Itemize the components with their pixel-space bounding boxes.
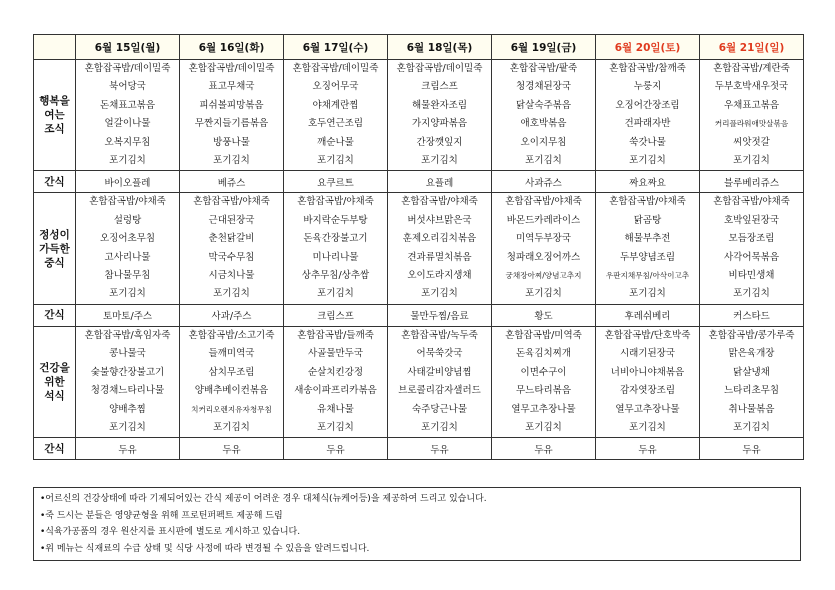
meal-cell	[180, 326, 284, 437]
snack-item: 후레쉬베리	[596, 304, 700, 326]
menu-item: 피쉬볼피망볶음	[199, 99, 264, 111]
menu-item: 고사리나물	[104, 251, 151, 263]
snack-item: 토마토/주스	[76, 304, 180, 326]
menu-item: 모듬장조림	[728, 233, 775, 245]
menu-item: 혼합잡곡밥/데이밀죽	[188, 63, 275, 74]
menu-item: 포기김치	[213, 155, 250, 167]
menu-item: 느타리초무침	[723, 385, 780, 397]
menu-item: 막국수무침	[208, 251, 255, 263]
menu-item: 혼합잡곡밥/참깨죽	[609, 63, 686, 74]
menu-item: 닭살냉채	[733, 366, 770, 378]
snack-row	[34, 438, 804, 460]
menu-item: 미역두부장국	[515, 233, 572, 245]
menu-item: 감자엿장조림	[619, 385, 676, 397]
notes-box	[33, 487, 801, 561]
menu-item: 누룽지	[633, 81, 662, 93]
meal-cell	[700, 193, 804, 304]
snack-row	[34, 304, 804, 326]
snack-item: 베쥬스	[180, 171, 284, 193]
meal-cell	[388, 60, 492, 171]
menu-item: 돈채표고볶음	[99, 99, 156, 111]
menu-item: 포기김치	[421, 288, 458, 300]
menu-item: 혼합잡곡밥/야채죽	[713, 196, 790, 208]
meal-cell	[492, 193, 596, 304]
snack-item: 두유	[180, 438, 284, 460]
meal-label-line: 조식	[44, 123, 65, 136]
breakfast-row	[34, 60, 804, 171]
menu-item: 애호박볶음	[520, 118, 567, 130]
meal-cell	[388, 326, 492, 437]
menu-item: 돈육김치찌개	[515, 348, 572, 360]
menu-item: 닭곰탕	[633, 214, 662, 226]
menu-item: 바지락순두부탕	[303, 214, 368, 226]
menu-item: 이면수구이	[520, 366, 567, 378]
menu-item: 포기김치	[733, 155, 770, 167]
menu-item: 설렁탕	[113, 214, 142, 226]
snack-item: 크림스프	[284, 304, 388, 326]
day-header: 6월 21일(일)	[700, 35, 804, 60]
menu-item: 호두연근조림	[307, 118, 364, 130]
menu-item: 포기김치	[629, 421, 666, 433]
menu-item: 오복지무침	[104, 136, 151, 148]
menu-item: 훈제오리김치볶음	[402, 233, 477, 245]
meal-cell	[76, 193, 180, 304]
menu-item: 혼합잡곡밥/미역죽	[505, 329, 582, 341]
menu-item: 혼합잡곡밥/콩가루죽	[708, 329, 795, 341]
menu-item: 포기김치	[213, 421, 250, 433]
snack-item: 두유	[284, 438, 388, 460]
menu-item: 포기김치	[525, 155, 562, 167]
menu-item: 궁채장아찌/양념고추지	[505, 271, 582, 281]
menu-item: 혼합잡곡밥/야채죽	[297, 196, 374, 208]
menu-item: 혼합잡곡밥/야채죽	[401, 196, 478, 208]
menu-item: 혼합잡곡밥/데이밀죽	[396, 63, 483, 74]
menu-item: 오이지무침	[520, 136, 567, 148]
menu-item: 바몬드카레라이스	[506, 214, 581, 226]
menu-item: 맑은육개장	[728, 348, 775, 360]
menu-item: 사태갈비양념찜	[407, 366, 472, 378]
corner-cell	[34, 35, 76, 60]
day-header: 6월 18일(목)	[388, 35, 492, 60]
menu-item: 혼합잡곡밥/야채죽	[505, 196, 582, 208]
menu-item: 북어당국	[109, 81, 146, 93]
menu-item: 미나리나물	[312, 251, 359, 263]
snack-item: 커스타드	[700, 304, 804, 326]
menu-item: 열무고추장나물	[615, 403, 680, 415]
header-row	[34, 35, 804, 60]
menu-item: 포기김치	[317, 288, 354, 300]
snack-item: 황도	[492, 304, 596, 326]
menu-item: 견과류멸치볶음	[407, 251, 472, 263]
lunch-row	[34, 193, 804, 304]
menu-item: 시금치나물	[208, 270, 255, 282]
snack-item: 물만두찜/음료	[388, 304, 492, 326]
menu-item: 씨앗젓갈	[733, 136, 770, 148]
meal-cell	[700, 60, 804, 171]
meal-cell	[596, 60, 700, 171]
menu-item: 열무고추장나물	[511, 403, 576, 415]
menu-item: 어묵쑥갓국	[416, 348, 463, 360]
menu-item: 삼치무조림	[208, 366, 255, 378]
menu-item: 혼합잡곡밥/단호박죽	[604, 329, 691, 341]
meal-cell	[76, 60, 180, 171]
meal-cell	[180, 193, 284, 304]
menu-item: 포기김치	[109, 155, 146, 167]
menu-item: 해물완자조림	[411, 99, 468, 111]
menu-item: 근대된장국	[208, 214, 255, 226]
note-line: •어르신의 건강상태에 따라 기제되어있는 간식 제공이 어려운 경우 대체식(뉴케어등)을 제공하여 드리고 있습니다.	[40, 494, 487, 504]
menu-item: 혼합잡곡밥/야채죽	[89, 196, 166, 208]
menu-item: 양배추찜	[109, 403, 146, 415]
menu-item: 들깨미역국	[208, 348, 255, 360]
menu-item: 방풍나물	[213, 136, 250, 148]
day-header: 6월 17일(수)	[284, 35, 388, 60]
menu-item: 취나물볶음	[728, 403, 775, 415]
menu-item: 포기김치	[109, 421, 146, 433]
menu-item: 크림스프	[421, 81, 458, 93]
snack-item: 사과/주스	[180, 304, 284, 326]
meal-cell	[180, 60, 284, 171]
menu-item: 버섯샤브맑은국	[407, 214, 472, 226]
meal-cell	[492, 60, 596, 171]
menu-item: 무느타리볶음	[515, 385, 572, 397]
snack-item: 두유	[596, 438, 700, 460]
menu-item: 간장깻잎지	[416, 136, 463, 148]
meal-label-line: 가득한	[39, 242, 70, 255]
menu-item: 숙주당근나물	[411, 403, 468, 415]
menu-item: 두부양념조림	[619, 251, 676, 263]
menu-item: 포기김치	[525, 421, 562, 433]
menu-item: 쑥갓나물	[629, 136, 666, 148]
menu-item: 새송이파프리카볶음	[294, 385, 377, 397]
menu-item: 포기김치	[733, 288, 770, 300]
menu-item: 혼합잡곡밥/소고기죽	[188, 329, 275, 341]
menu-item: 포기김치	[317, 155, 354, 167]
menu-item: 혼합잡곡밥/야채죽	[609, 196, 686, 208]
menu-item: 사각어묵볶음	[723, 251, 780, 263]
menu-item: 춘천닭갈비	[208, 233, 255, 245]
note-line: •죽 드시는 분들은 영양균형을 위해 프로틴퍼펙트 제공해 드림	[40, 510, 283, 521]
menu-item: 혼합잡곡밥/야채죽	[193, 196, 270, 208]
menu-item: 호박잎된장국	[723, 214, 780, 226]
menu-item: 포기김치	[421, 155, 458, 167]
menu-item: 숯불향간장불고기	[90, 366, 165, 378]
menu-item: 포기김치	[733, 421, 770, 433]
snack-item: 두유	[388, 438, 492, 460]
menu-item: 혼합잡곡밥/데이밀죽	[84, 63, 171, 74]
day-header: 6월 15일(월)	[76, 35, 180, 60]
menu-item: 참나물무침	[104, 270, 151, 282]
menu-item: 혼합잡곡밥/팥죽	[509, 63, 578, 74]
snack-row	[34, 171, 804, 193]
meal-label-line: 건강을	[39, 362, 70, 375]
menu-item: 포기김치	[317, 421, 354, 433]
snack-item: 두유	[492, 438, 596, 460]
meal-label-line: 여는	[44, 109, 65, 122]
meal-cell	[388, 193, 492, 304]
menu-item: 포기김치	[629, 288, 666, 300]
menu-item: 깨순나물	[317, 136, 354, 148]
menu-item: 돈육간장불고기	[303, 233, 368, 245]
menu-item: 닭살숙주볶음	[515, 99, 572, 111]
snack-label: 간식	[34, 304, 76, 326]
snack-item: 바이오플레	[76, 171, 180, 193]
meal-label	[34, 60, 76, 171]
menu-item: 포기김치	[629, 155, 666, 167]
menu-item: 오이도라지생채	[407, 270, 472, 282]
menu-item: 포기김치	[109, 288, 146, 300]
menu-item: 야채계란찜	[312, 99, 359, 111]
snack-item: 요플레	[388, 171, 492, 193]
menu-item: 시래기된장국	[619, 348, 676, 360]
snack-label: 간식	[34, 171, 76, 193]
meal-label	[34, 326, 76, 437]
weekly-menu-table	[33, 34, 804, 460]
menu-item: 두부호박새우젓국	[714, 81, 789, 93]
menu-item: 해물부추전	[624, 233, 671, 245]
dinner-row	[34, 326, 804, 437]
meal-label-line: 정성이	[39, 228, 70, 241]
snack-item: 사과쥬스	[492, 171, 596, 193]
meal-cell	[284, 60, 388, 171]
snack-item: 요쿠르트	[284, 171, 388, 193]
menu-item: 콩나물국	[109, 348, 146, 360]
meal-label-line: 위한	[44, 376, 65, 389]
menu-item: 건파래자반	[624, 118, 671, 130]
menu-item: 양배추베이컨볶음	[194, 385, 269, 397]
menu-item: 사골물만두국	[307, 348, 364, 360]
note-line: •식육가공품의 경우 원산지를 표시판에 별도로 게시하고 있습니다.	[40, 527, 301, 537]
menu-item: 너비아니야채볶음	[610, 366, 685, 378]
meal-label-line: 행복을	[39, 95, 70, 108]
menu-item: 비타민생채	[728, 270, 775, 282]
meal-label-line: 석식	[44, 390, 65, 403]
meal-cell	[596, 326, 700, 437]
meal-cell	[284, 193, 388, 304]
day-header: 6월 20일(토)	[596, 35, 700, 60]
meal-label	[34, 193, 76, 304]
menu-item: 얼갈이나물	[104, 118, 151, 130]
menu-item: 오징어간장조림	[615, 99, 680, 111]
menu-item: 상추무침/상추쌈	[301, 270, 370, 282]
menu-item: 우판지채무침/아삭이고추	[605, 271, 690, 281]
menu-item: 청경채느타리나물	[90, 385, 165, 397]
menu-item: 커리플라워애맛살볶음	[714, 119, 789, 129]
meal-cell	[76, 326, 180, 437]
menu-item: 혼합잡곡밥/들깨죽	[297, 329, 374, 341]
menu-item: 혼합잡곡밥/녹두죽	[401, 329, 478, 341]
meal-cell	[700, 326, 804, 437]
snack-item: 두유	[76, 438, 180, 460]
snack-item: 짜요짜요	[596, 171, 700, 193]
menu-item: 혼합잡곡밥/데이밀죽	[292, 63, 379, 74]
snack-item: 두유	[700, 438, 804, 460]
note-line: •위 메뉴는 식재료의 수급 상태 및 식당 사정에 따라 변경될 수 있음을 알려드립니다.	[40, 543, 370, 554]
meal-cell	[596, 193, 700, 304]
menu-item: 유채나물	[317, 403, 354, 415]
menu-item: 순살치킨강정	[307, 366, 364, 378]
menu-item: 포기김치	[421, 421, 458, 433]
menu-item: 치커리오렌지유자청무침	[191, 404, 272, 414]
menu-item: 혼합잡곡밥/계란죽	[713, 63, 790, 74]
meal-label-line: 중식	[44, 256, 65, 269]
menu-item: 청파래오징어까스	[506, 251, 581, 263]
menu-item: 표고무채국	[208, 81, 255, 93]
menu-item: 가지양파볶음	[411, 118, 468, 130]
menu-item: 포기김치	[525, 288, 562, 300]
day-header: 6월 19일(금)	[492, 35, 596, 60]
menu-item: 무짠지들기름볶음	[194, 118, 269, 130]
menu-item: 청경채된장국	[515, 81, 572, 93]
snack-label: 간식	[34, 438, 76, 460]
menu-item: 포기김치	[213, 288, 250, 300]
menu-item: 오징어초무침	[99, 233, 156, 245]
menu-item: 우채표고볶음	[723, 99, 780, 111]
meal-cell	[284, 326, 388, 437]
snack-item: 블루베리쥬스	[700, 171, 804, 193]
menu-item: 브로콜리감자샐러드	[398, 385, 481, 397]
menu-item: 혼합잡곡밥/흑임자죽	[84, 329, 171, 341]
meal-cell	[492, 326, 596, 437]
day-header: 6월 16일(화)	[180, 35, 284, 60]
menu-item: 오징어무국	[312, 81, 359, 93]
